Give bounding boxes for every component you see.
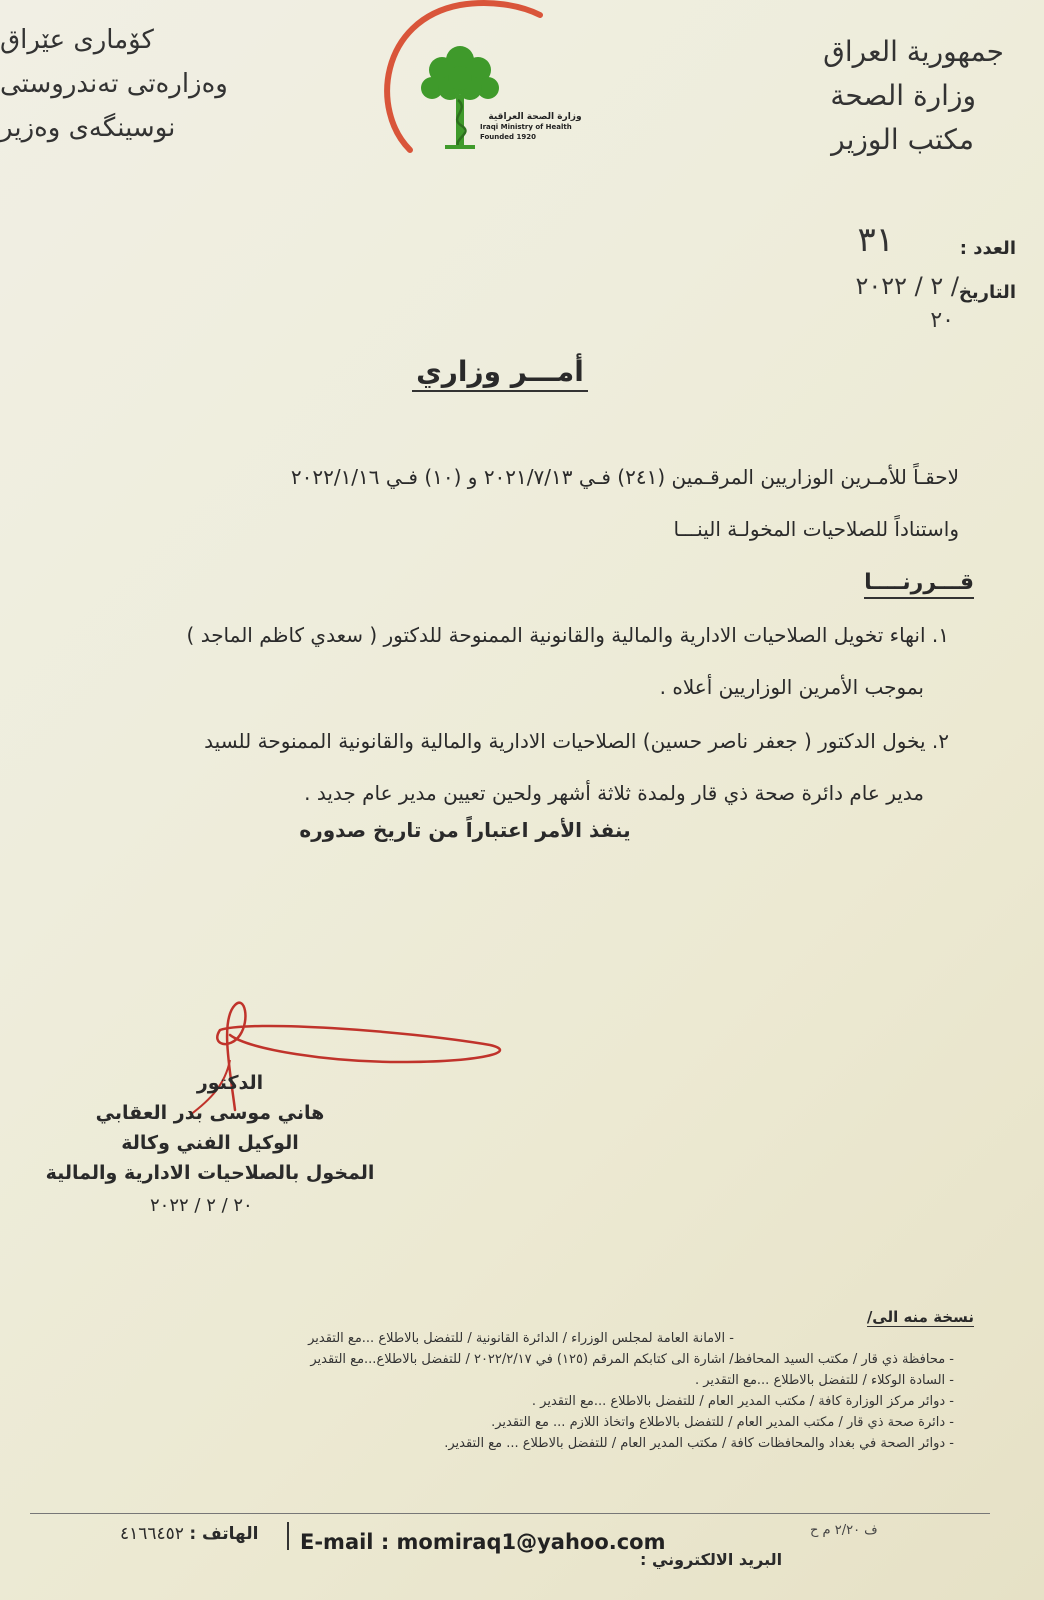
signature-line: المخول بالصلاحيات الادارية والمالية [45,1162,375,1184]
header-kurdish [0,18,260,150]
number-value: ٣١ [857,220,894,260]
signature-block [30,1068,390,1188]
phone-number: ٤١٦٦٤٥٢ [120,1524,184,1544]
logo-caption-founded: Founded 1920 [480,133,536,141]
order-title-text: أمـــر وزاري [412,355,588,392]
footer-divider [30,1513,990,1514]
signature-line: الوكيل الفني وكالة [121,1132,299,1154]
header-arabic [704,30,1004,162]
date-value: / ٢ / ٢٠٢٢ [855,272,959,300]
logo-caption-en: Iraqi Ministry of Health [480,123,572,131]
order-title [0,355,1000,388]
item-2-line-1: ٢. يخول الدكتور ( جعفر ناصر حسين) الصلاحيات الادارية والمالية والقانونية الممنوحة للسيد [204,729,949,753]
copies-heading: نسخة منه الى/ [866,1308,974,1326]
execution-clause: ينفذ الأمر اعتباراً من تاريخ صدوره [299,818,631,842]
header-line: مكتب الوزير [831,123,974,156]
copies-item: - الامانة العامة لمجلس الوزراء / الدائرة القانونية / للتفضل بالاطلاع ...مع التقدير [308,1331,734,1346]
number-label: العدد : [959,238,1016,259]
signature-line: الدكتور [196,1072,264,1094]
footer-separator [287,1522,289,1550]
header-line: وەزارەتی تەندروستی [0,69,228,99]
phone-label: الهاتف : [189,1524,259,1544]
logo-caption [480,112,590,142]
signature-date: ٢٠ / ٢ / ٢٠٢٢ [150,1195,253,1216]
copies-item: - السادة الوكلاء / للتفضل بالاطلاع ...مع التقدير . [694,1373,954,1388]
footer-note: ف ٢/٢٠ م ح [810,1523,878,1538]
copies-list [24,1328,954,1454]
copies-item: - محافظة ذي قار / مكتب السيد المحافظ/ اشارة الى كتابكم المرقم (١٢٥) في ٢٠٢٢/٢/١٧ / للتفضل بالاطلاع...مع التقدير [310,1352,954,1367]
footer-phone [120,1524,259,1544]
copies-item: - دائرة صحة ذي قار / مكتب المدير العام / للتفضل بالاطلاع واتخاذ اللازم ... مع التقدير. [491,1415,954,1430]
item-2-line-2: مدير عام دائرة صحة ذي قار ولمدة ثلاثة أشهر ولحين تعيين مدير عام جديد . [304,781,924,805]
header-line: نوسینگەی وەزیر [0,113,176,143]
date-day: ٢٠ [930,308,954,333]
footer-email: E-mail : momiraq1@yahoo.com [300,1530,666,1554]
logo-caption-ar: وزارة الصحة العراقية [488,112,582,122]
copies-item: - دوائر مركز الوزارة كافة / مكتب المدير العام / للتفضل بالاطلاع ...مع التقدير . [531,1394,954,1409]
signature-line: هاني موسى بدر العقابي [95,1102,325,1124]
preamble-line-2: واستناداً للصلاحيات المخولـة الينـــا [673,517,959,541]
item-1-line-2: بموجب الأمرين الوزاريين أعلاه . [659,675,924,699]
footer-email-label: : البريد الالكتروني [640,1550,783,1569]
preamble-line-1: لاحقـاً للأمـرين الوزاريين المرقـمين (٢٤١) فـي ٢٠٢١/٧/١٣ و (١٠) فـي ٢٠٢٢/١/١٦ [290,465,959,489]
item-1-line-1: ١. انهاء تخويل الصلاحيات الادارية والمالية والقانونية الممنوحة للدكتور ( سعدي كاظم الماجد ) [186,623,949,647]
decided-heading: قـــررنــــا [864,570,974,599]
date-label: التاريخ [958,282,1016,303]
header-line: كۆماری عێراق [0,25,154,55]
copies-item: - دوائر الصحة في بغداد والمحافظات كافة / مكتب المدير العام / للتفضل بالاطلاع ... مع التقدير. [444,1436,954,1451]
header-line: جمهورية العراق [823,35,1004,68]
ministry-logo [370,0,600,180]
header-line: وزارة الصحة [830,79,976,112]
